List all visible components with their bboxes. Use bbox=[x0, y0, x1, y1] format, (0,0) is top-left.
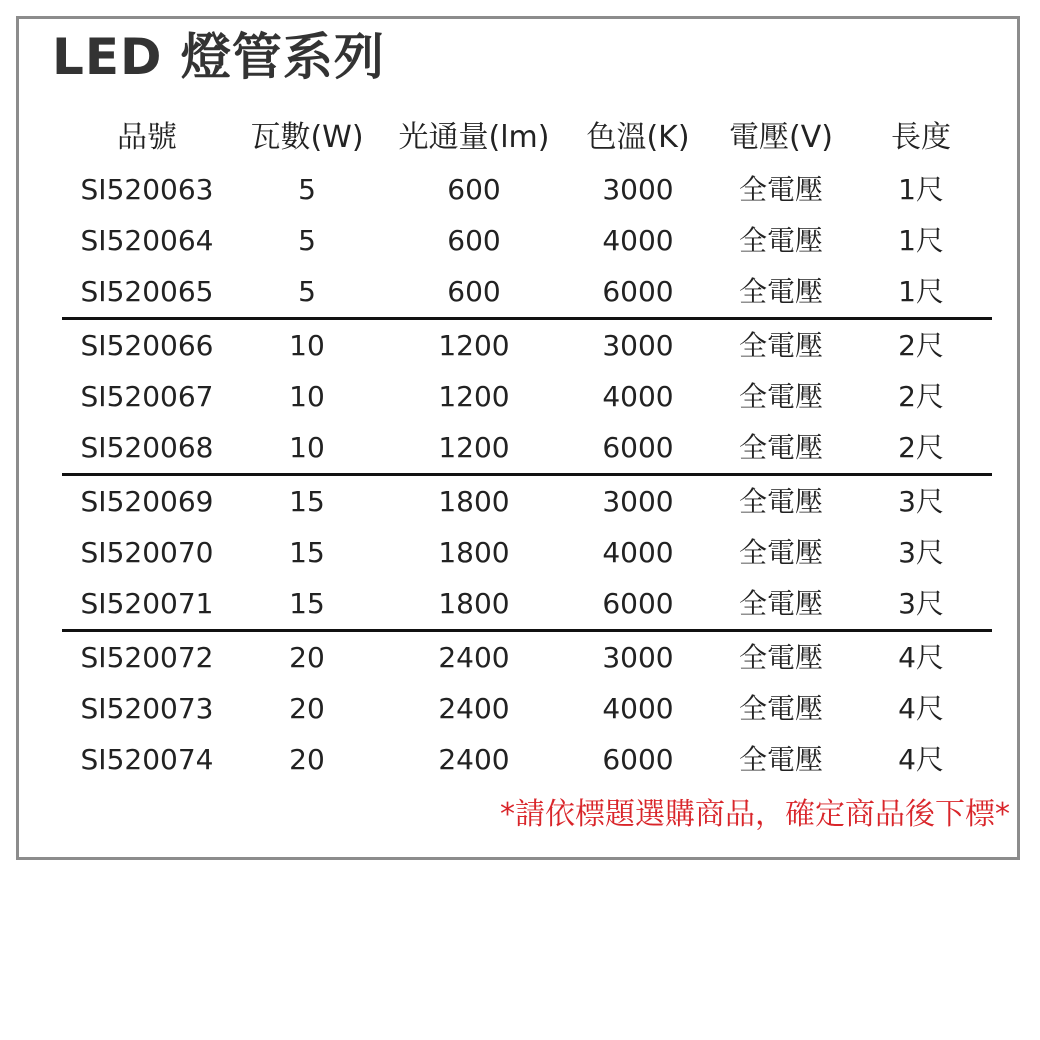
length-cell: 3尺 bbox=[898, 536, 944, 569]
table-row bbox=[62, 578, 992, 629]
voltage-cell: 全電壓 bbox=[738, 275, 823, 308]
color-temperature-cell: 3000 bbox=[602, 173, 674, 206]
luminous-flux-cell: 1800 bbox=[438, 587, 510, 620]
item-number-cell: SI520068 bbox=[80, 431, 214, 464]
header-length: 長度 bbox=[891, 120, 951, 155]
item-number-cell: SI520063 bbox=[80, 173, 214, 206]
wattage-cell: 5 bbox=[298, 173, 316, 206]
luminous-flux-cell: 1200 bbox=[438, 431, 510, 464]
length-cell: 2尺 bbox=[898, 431, 944, 464]
item-number-cell: SI520064 bbox=[80, 224, 214, 257]
table-row-group bbox=[62, 320, 992, 473]
item-number-cell: SI520071 bbox=[80, 587, 214, 620]
table-row-group bbox=[62, 632, 992, 785]
wattage-cell: 20 bbox=[289, 641, 325, 674]
table-row bbox=[62, 215, 992, 266]
luminous-flux-cell: 2400 bbox=[438, 743, 510, 776]
table-row bbox=[62, 320, 992, 371]
table-row bbox=[62, 266, 992, 317]
length-cell: 4尺 bbox=[898, 743, 944, 776]
header-luminous-flux: 光通量(lm) bbox=[398, 120, 550, 155]
item-number-cell: SI520067 bbox=[80, 380, 214, 413]
color-temperature-cell: 6000 bbox=[602, 275, 674, 308]
color-temperature-cell: 6000 bbox=[602, 431, 674, 464]
luminous-flux-cell: 600 bbox=[447, 275, 501, 308]
length-cell: 1尺 bbox=[898, 224, 944, 257]
color-temperature-cell: 6000 bbox=[602, 587, 674, 620]
table-row bbox=[62, 527, 992, 578]
table-row bbox=[62, 734, 992, 785]
wattage-cell: 10 bbox=[289, 380, 325, 413]
color-temperature-cell: 3000 bbox=[602, 329, 674, 362]
length-cell: 2尺 bbox=[898, 329, 944, 362]
voltage-cell: 全電壓 bbox=[738, 431, 823, 464]
header-color-temperature: 色溫(K) bbox=[586, 120, 690, 155]
luminous-flux-cell: 600 bbox=[447, 224, 501, 257]
item-number-cell: SI520065 bbox=[80, 275, 214, 308]
color-temperature-cell: 3000 bbox=[602, 641, 674, 674]
item-number-cell: SI520066 bbox=[80, 329, 214, 362]
color-temperature-cell: 4000 bbox=[602, 380, 674, 413]
header-wattage: 瓦數(W) bbox=[250, 120, 364, 155]
voltage-cell: 全電壓 bbox=[738, 380, 823, 413]
voltage-cell: 全電壓 bbox=[738, 173, 823, 206]
table-row bbox=[62, 422, 992, 473]
table-row bbox=[62, 164, 992, 215]
wattage-cell: 20 bbox=[289, 692, 325, 725]
color-temperature-cell: 3000 bbox=[602, 485, 674, 518]
table-row-group bbox=[62, 476, 992, 629]
wattage-cell: 10 bbox=[289, 431, 325, 464]
voltage-cell: 全電壓 bbox=[738, 641, 823, 674]
color-temperature-cell: 4000 bbox=[602, 224, 674, 257]
purchase-notice: *請依標題選購商品，確定商品後下標* bbox=[500, 797, 1010, 832]
luminous-flux-cell: 1800 bbox=[438, 485, 510, 518]
color-temperature-cell: 6000 bbox=[602, 743, 674, 776]
luminous-flux-cell: 1800 bbox=[438, 536, 510, 569]
luminous-flux-cell: 1200 bbox=[438, 380, 510, 413]
item-number-cell: SI520072 bbox=[80, 641, 214, 674]
table-row bbox=[62, 371, 992, 422]
voltage-cell: 全電壓 bbox=[738, 224, 823, 257]
table-body bbox=[62, 164, 992, 785]
item-number-cell: SI520070 bbox=[80, 536, 214, 569]
length-cell: 4尺 bbox=[898, 692, 944, 725]
length-cell: 2尺 bbox=[898, 380, 944, 413]
table-row bbox=[62, 476, 992, 527]
table-row-group bbox=[62, 164, 992, 317]
wattage-cell: 5 bbox=[298, 275, 316, 308]
length-cell: 3尺 bbox=[898, 587, 944, 620]
wattage-cell: 20 bbox=[289, 743, 325, 776]
luminous-flux-cell: 1200 bbox=[438, 329, 510, 362]
voltage-cell: 全電壓 bbox=[738, 587, 823, 620]
voltage-cell: 全電壓 bbox=[738, 743, 823, 776]
length-cell: 1尺 bbox=[898, 173, 944, 206]
color-temperature-cell: 4000 bbox=[602, 692, 674, 725]
table-row bbox=[62, 683, 992, 734]
wattage-cell: 10 bbox=[289, 329, 325, 362]
luminous-flux-cell: 600 bbox=[447, 173, 501, 206]
luminous-flux-cell: 2400 bbox=[438, 641, 510, 674]
wattage-cell: 15 bbox=[289, 536, 325, 569]
voltage-cell: 全電壓 bbox=[738, 485, 823, 518]
item-number-cell: SI520073 bbox=[80, 692, 214, 725]
wattage-cell: 15 bbox=[289, 485, 325, 518]
length-cell: 3尺 bbox=[898, 485, 944, 518]
color-temperature-cell: 4000 bbox=[602, 536, 674, 569]
voltage-cell: 全電壓 bbox=[738, 692, 823, 725]
header-item-number: 品號 bbox=[117, 120, 177, 155]
page-title: LED 燈管系列 bbox=[52, 28, 385, 86]
length-cell: 4尺 bbox=[898, 641, 944, 674]
item-number-cell: SI520069 bbox=[80, 485, 214, 518]
length-cell: 1尺 bbox=[898, 275, 944, 308]
voltage-cell: 全電壓 bbox=[738, 329, 823, 362]
voltage-cell: 全電壓 bbox=[738, 536, 823, 569]
wattage-cell: 5 bbox=[298, 224, 316, 257]
table-header-row bbox=[62, 112, 992, 164]
item-number-cell: SI520074 bbox=[80, 743, 214, 776]
luminous-flux-cell: 2400 bbox=[438, 692, 510, 725]
table-row bbox=[62, 632, 992, 683]
wattage-cell: 15 bbox=[289, 587, 325, 620]
spec-table bbox=[62, 112, 992, 785]
header-voltage: 電壓(V) bbox=[729, 120, 833, 155]
